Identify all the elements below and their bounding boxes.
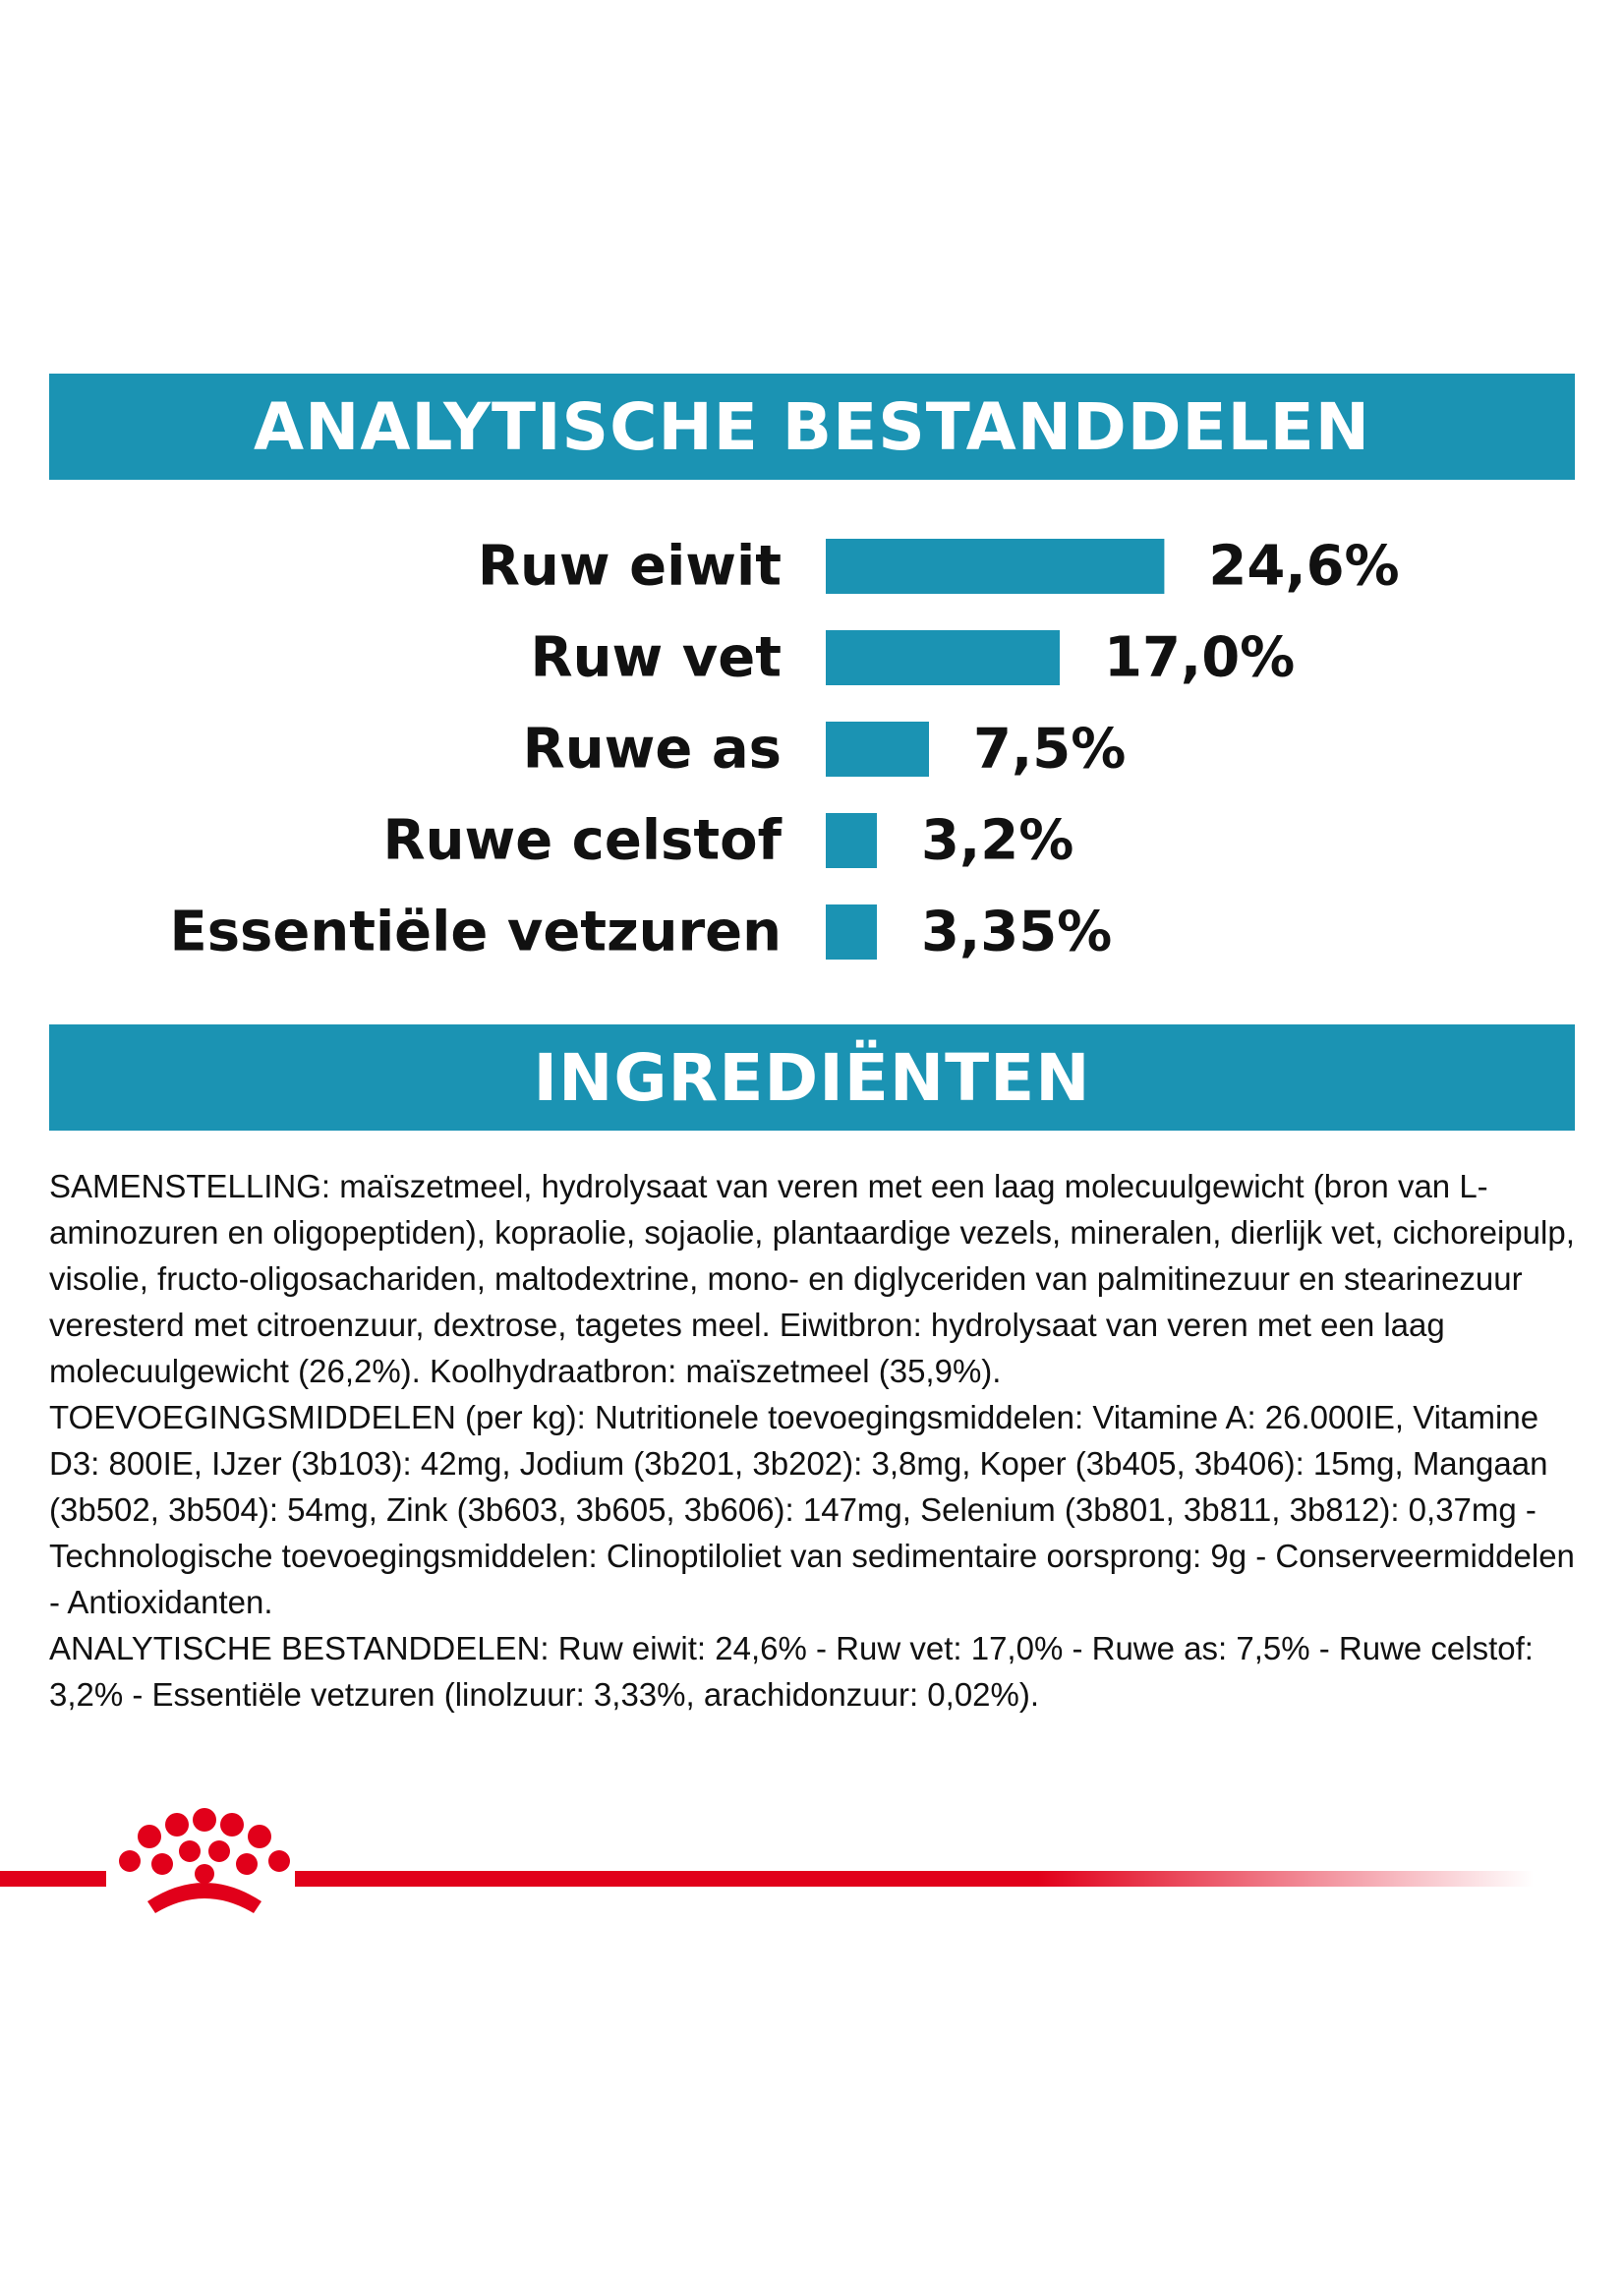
category-label: Ruwe as <box>522 717 782 782</box>
value-label: 7,5% <box>973 717 1127 782</box>
value-label: 17,0% <box>1104 625 1296 690</box>
analytical-constituents-banner <box>49 374 1575 480</box>
analytical-constituents-title: ANALYTISCHE BESTANDDELEN <box>254 388 1370 465</box>
footer-red-line-right <box>295 1871 1534 1887</box>
ingredients-text <box>49 1163 1583 1718</box>
composition-paragraph: SAMENSTELLING: maïszetmeel, hydrolysaat van veren met een laag molecuulgewicht (bron van L-aminozuren en oligopeptiden), kopraolie, sojaolie, plantaardige vezels, mineralen, dierlijk vet, cichoreipulp, visolie, fructo-oligosachariden, maltodextrine, mono- en diglyceriden van palmitinezuur en stearinezuur veresterd met citroenzuur, dextrose, tagetes meel. Eiwitbron: hydrolysaat van veren met een laag molecuulgewicht (26,2%). Koolhydraatbron: maïszetmeel (35,9%). <box>49 1168 1575 1389</box>
value-label: 3,35% <box>921 900 1113 964</box>
ingredients-banner <box>49 1024 1575 1131</box>
category-label: Essentiële vetzuren <box>169 900 782 964</box>
footer-brand-strip <box>0 1807 1624 1954</box>
analytical-summary-paragraph: ANALYTISCHE BESTANDDELEN: Ruw eiwit: 24,6% - Ruw vet: 17,0% - Ruwe as: 7,5% - Ruwe celstof: 3,2% - Essentiële vetzuren (linolzuur: 3,33%, arachidonzuur: 0,02%). <box>49 1630 1534 1713</box>
category-label: Ruw vet <box>530 625 782 690</box>
category-label: Ruw eiwit <box>477 534 782 599</box>
bar <box>826 539 1164 594</box>
value-label: 24,6% <box>1208 534 1400 599</box>
bar <box>826 813 877 868</box>
value-label: 3,2% <box>921 808 1074 873</box>
nutrient-bar-chart <box>0 511 1624 983</box>
additives-paragraph: TOEVOEGINGSMIDDELEN (per kg): Nutritionele toevoegingsmiddelen: Vitamine A: 26.000IE, Vitamine D3: 800IE, IJzer (3b103): 42mg, Jodium (3b201, 3b202): 3,8mg, Koper (3b405, 3b406): 15mg, Mangaan (3b502, 3b504): 54mg, Zink (3b603, 3b605, 3b606): 147mg, Selenium (3b801, 3b811, 3b812): 0,37mg - Technologische toevoegingsmiddelen: Clinoptiloliet van sedimentaire oorsprong: 9g - Conserveermiddelen - Antioxidanten. <box>49 1399 1575 1620</box>
ingredients-title: INGREDIËNTEN <box>533 1039 1091 1116</box>
bar <box>826 722 929 777</box>
footer-red-line-left <box>0 1871 106 1887</box>
category-label: Ruwe celstof <box>382 808 782 873</box>
crown-logo-icon <box>119 1808 290 1913</box>
bar <box>826 904 877 960</box>
bar <box>826 630 1060 685</box>
